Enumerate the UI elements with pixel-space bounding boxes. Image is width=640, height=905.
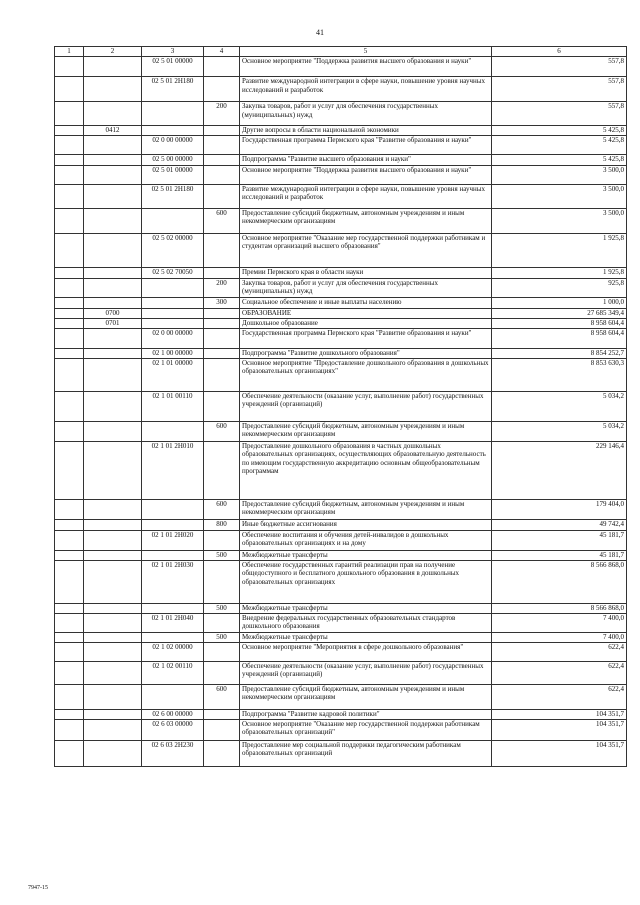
cell-c6: 8 958 604,4 (492, 318, 627, 328)
cell-c1 (55, 421, 84, 441)
cell-c4 (204, 233, 240, 267)
cell-c4: 200 (204, 102, 240, 126)
cell-c1 (55, 135, 84, 154)
cell-c4 (204, 348, 240, 358)
cell-c3: 02 6 00 00000 (142, 709, 204, 719)
cell-c3: 02 5 00 00000 (142, 154, 204, 165)
cell-c6: 557,8 (492, 102, 627, 126)
cell-c3: 02 0 00 00000 (142, 328, 204, 348)
cell-c1 (55, 328, 84, 348)
cell-c1 (55, 661, 84, 684)
table-row (55, 233, 627, 267)
cell-c2: 0412 (84, 126, 142, 136)
table-row (55, 441, 627, 499)
cell-c6: 1 925,8 (492, 267, 627, 278)
table-row (55, 519, 627, 530)
cell-c5: Основное мероприятие "Оказание мер государственной поддержки работникам и студентам организаций высшего образования" (240, 233, 492, 267)
cell-c2 (84, 348, 142, 358)
cell-c6: 8 566 868,0 (492, 603, 627, 613)
cell-c4: 500 (204, 603, 240, 613)
cell-c5: Государственная программа Пермского края "Развитие образования и науки" (240, 328, 492, 348)
column-header: 5 (240, 47, 492, 57)
cell-c2 (84, 560, 142, 603)
cell-c1 (55, 684, 84, 709)
cell-c4 (204, 391, 240, 421)
cell-c1 (55, 499, 84, 519)
cell-c1 (55, 318, 84, 328)
column-header: 4 (204, 47, 240, 57)
cell-c6: 7 400,0 (492, 632, 627, 642)
cell-c4 (204, 57, 240, 77)
cell-c3: 02 1 02 00110 (142, 661, 204, 684)
cell-c2 (84, 642, 142, 661)
cell-c1 (55, 184, 84, 208)
cell-c1 (55, 165, 84, 184)
cell-c5: Основное мероприятие "Поддержка развития высшего образования и науки" (240, 57, 492, 77)
cell-c5: Другие вопросы в области национальной экономики (240, 126, 492, 136)
cell-c4 (204, 318, 240, 328)
cell-c3 (142, 632, 204, 642)
cell-c5: Дошкольное образование (240, 318, 492, 328)
table-row (55, 358, 627, 391)
column-header: 6 (492, 47, 627, 57)
cell-c3: 02 1 02 00000 (142, 642, 204, 661)
cell-c3: 02 5 01 00000 (142, 165, 204, 184)
cell-c6: 5 425,8 (492, 154, 627, 165)
cell-c1 (55, 603, 84, 613)
cell-c5: Внедрение федеральных государственных образовательных стандартов дошкольного образования (240, 613, 492, 632)
cell-c3 (142, 684, 204, 709)
cell-c3: 02 1 01 2Н040 (142, 613, 204, 632)
cell-c5: Предоставление субсидий бюджетным, автономным учреждениям и иным некоммерческим организациям (240, 421, 492, 441)
table-row (55, 560, 627, 603)
cell-c6: 557,8 (492, 77, 627, 102)
cell-c2 (84, 550, 142, 560)
cell-c2: 0701 (84, 318, 142, 328)
cell-c1 (55, 642, 84, 661)
table-row (55, 684, 627, 709)
cell-c1 (55, 348, 84, 358)
cell-c6: 27 685 349,4 (492, 308, 627, 318)
cell-c4 (204, 642, 240, 661)
cell-c5: Премии Пермского края в области науки (240, 267, 492, 278)
cell-c3: 02 1 00 00000 (142, 348, 204, 358)
cell-c2 (84, 603, 142, 613)
cell-c2 (84, 208, 142, 233)
cell-c5: Обеспечение деятельности (оказание услуг, выполнение работ) государственных учреждений (организаций) (240, 661, 492, 684)
cell-c4 (204, 613, 240, 632)
cell-c3: 02 5 01 2Н180 (142, 184, 204, 208)
table-row (55, 499, 627, 519)
cell-c5: Закупка товаров, работ и услуг для обеспечения государственных (муниципальных) нужд (240, 102, 492, 126)
table-row (55, 740, 627, 766)
cell-c5: Межбюджетные трансферты (240, 550, 492, 560)
cell-c3 (142, 499, 204, 519)
table-row (55, 613, 627, 632)
table-row (55, 603, 627, 613)
cell-c6: 104 351,7 (492, 740, 627, 766)
table-row (55, 297, 627, 308)
cell-c4: 600 (204, 684, 240, 709)
cell-c4: 600 (204, 499, 240, 519)
cell-c3 (142, 550, 204, 560)
cell-c3 (142, 278, 204, 297)
cell-c1 (55, 719, 84, 740)
cell-c1 (55, 102, 84, 126)
cell-c2 (84, 441, 142, 499)
cell-c6: 622,4 (492, 642, 627, 661)
cell-c1 (55, 441, 84, 499)
table-row (55, 530, 627, 550)
table-row (55, 154, 627, 165)
table-row (55, 102, 627, 126)
cell-c3 (142, 208, 204, 233)
cell-c3: 02 0 00 00000 (142, 135, 204, 154)
cell-c2 (84, 740, 142, 766)
cell-c6: 622,4 (492, 684, 627, 709)
cell-c6: 3 500,0 (492, 165, 627, 184)
cell-c3: 02 5 02 00000 (142, 233, 204, 267)
table-row (55, 165, 627, 184)
cell-c5: Обеспечение воспитания и обучения детей-инвалидов в дошкольных образовательных организациях и на дому (240, 530, 492, 550)
cell-c5: Основное мероприятие "Мероприятия в сфере дошкольного образования" (240, 642, 492, 661)
table-row (55, 328, 627, 348)
cell-c6: 8 854 252,7 (492, 348, 627, 358)
cell-c1 (55, 77, 84, 102)
cell-c4: 500 (204, 550, 240, 560)
cell-c1 (55, 632, 84, 642)
cell-c5: Предоставление субсидий бюджетным, автономным учреждениям и иным некоммерческим организациям (240, 208, 492, 233)
cell-c6: 7 400,0 (492, 613, 627, 632)
table-row (55, 709, 627, 719)
table-row (55, 318, 627, 328)
cell-c6: 557,8 (492, 57, 627, 77)
cell-c1 (55, 57, 84, 77)
cell-c5: Развитие международной интеграции в сфере науки, повышение уровня научных исследований и разработок (240, 77, 492, 102)
cell-c3: 02 5 01 00000 (142, 57, 204, 77)
cell-c4 (204, 560, 240, 603)
cell-c4 (204, 709, 240, 719)
cell-c4 (204, 77, 240, 102)
cell-c2 (84, 57, 142, 77)
cell-c6: 622,4 (492, 661, 627, 684)
table-row (55, 57, 627, 77)
cell-c1 (55, 233, 84, 267)
cell-c1 (55, 740, 84, 766)
cell-c5: Подпрограмма "Развитие кадровой политики" (240, 709, 492, 719)
cell-c4 (204, 661, 240, 684)
cell-c4 (204, 165, 240, 184)
table-row (55, 184, 627, 208)
cell-c5: Межбюджетные трансферты (240, 603, 492, 613)
cell-c4 (204, 719, 240, 740)
cell-c6: 925,8 (492, 278, 627, 297)
cell-c6: 49 742,4 (492, 519, 627, 530)
cell-c5: Подпрограмма "Развитие дошкольного образования" (240, 348, 492, 358)
cell-c4 (204, 740, 240, 766)
cell-c3 (142, 318, 204, 328)
cell-c6: 104 351,7 (492, 719, 627, 740)
cell-c3: 02 1 01 2Н020 (142, 530, 204, 550)
cell-c5: Межбюджетные трансферты (240, 632, 492, 642)
cell-c6: 8 566 868,0 (492, 560, 627, 603)
cell-c4 (204, 328, 240, 348)
cell-c3: 02 6 03 2Н230 (142, 740, 204, 766)
cell-c6: 229 146,4 (492, 441, 627, 499)
table-row (55, 135, 627, 154)
cell-c6: 8 958 604,4 (492, 328, 627, 348)
cell-c4: 500 (204, 632, 240, 642)
cell-c4: 800 (204, 519, 240, 530)
cell-c3: 02 6 03 00000 (142, 719, 204, 740)
cell-c5: Закупка товаров, работ и услуг для обеспечения государственных (муниципальных) нужд (240, 278, 492, 297)
cell-c4 (204, 126, 240, 136)
cell-c6: 179 404,0 (492, 499, 627, 519)
cell-c4: 600 (204, 421, 240, 441)
cell-c5: Иные бюджетные ассигнования (240, 519, 492, 530)
cell-c1 (55, 267, 84, 278)
cell-c5: Предоставление субсидий бюджетным, автономным учреждениям и иным некоммерческим организациям (240, 684, 492, 709)
cell-c5: Подпрограмма "Развитие высшего образования и науки" (240, 154, 492, 165)
cell-c2 (84, 102, 142, 126)
cell-c2 (84, 499, 142, 519)
cell-c3: 02 1 01 2Н010 (142, 441, 204, 499)
cell-c5: Предоставление дошкольного образования в частных дошкольных образовательных организациях, осуществляющих образовательную деятельность по имеющим государственную аккредитацию основным общеобразовательным программам (240, 441, 492, 499)
cell-c2 (84, 267, 142, 278)
cell-c4 (204, 267, 240, 278)
cell-c3 (142, 126, 204, 136)
cell-c1 (55, 530, 84, 550)
cell-c2 (84, 719, 142, 740)
column-header: 1 (55, 47, 84, 57)
cell-c1 (55, 154, 84, 165)
table-row (55, 550, 627, 560)
cell-c6: 5 425,8 (492, 126, 627, 136)
cell-c3 (142, 297, 204, 308)
cell-c4 (204, 184, 240, 208)
cell-c1 (55, 550, 84, 560)
cell-c6: 5 425,8 (492, 135, 627, 154)
cell-c3 (142, 421, 204, 441)
cell-c5: Обеспечение государственных гарантий реализации прав на получение общедоступного и бесплатного дошкольного образования в дошкольных образовательных организациях (240, 560, 492, 603)
table-row (55, 661, 627, 684)
cell-c2 (84, 77, 142, 102)
table-row (55, 77, 627, 102)
cell-c4 (204, 358, 240, 391)
table-header-row (55, 47, 627, 57)
cell-c1 (55, 391, 84, 421)
cell-c4: 300 (204, 297, 240, 308)
budget-table (54, 46, 627, 767)
table-row (55, 632, 627, 642)
cell-c1 (55, 709, 84, 719)
cell-c6: 1 925,8 (492, 233, 627, 267)
cell-c2 (84, 135, 142, 154)
cell-c2 (84, 709, 142, 719)
cell-c3 (142, 308, 204, 318)
cell-c2 (84, 391, 142, 421)
column-header: 3 (142, 47, 204, 57)
cell-c6: 5 034,2 (492, 391, 627, 421)
cell-c5: Основное мероприятие "Оказание мер государственной поддержки работникам образовательных организаций" (240, 719, 492, 740)
cell-c5: Развитие международной интеграции в сфере науки, повышение уровня научных исследований и разработок (240, 184, 492, 208)
cell-c4: 200 (204, 278, 240, 297)
cell-c2 (84, 358, 142, 391)
cell-c3: 02 1 01 2Н030 (142, 560, 204, 603)
cell-c2 (84, 297, 142, 308)
cell-c3 (142, 102, 204, 126)
cell-c2 (84, 165, 142, 184)
column-header: 2 (84, 47, 142, 57)
cell-c5: Предоставление мер социальной поддержки педагогическим работникам образовательных организаций (240, 740, 492, 766)
table-row (55, 278, 627, 297)
cell-c1 (55, 278, 84, 297)
table-row (55, 391, 627, 421)
cell-c6: 104 351,7 (492, 709, 627, 719)
cell-c1 (55, 208, 84, 233)
cell-c2 (84, 684, 142, 709)
footer-code: 7947-15 (28, 885, 48, 891)
cell-c3 (142, 603, 204, 613)
cell-c6: 1 000,0 (492, 297, 627, 308)
cell-c2: 0700 (84, 308, 142, 318)
table-row (55, 208, 627, 233)
table-row (55, 421, 627, 441)
cell-c2 (84, 421, 142, 441)
cell-c1 (55, 560, 84, 603)
cell-c2 (84, 530, 142, 550)
cell-c2 (84, 519, 142, 530)
cell-c2 (84, 613, 142, 632)
cell-c5: Социальное обеспечение и иные выплаты населению (240, 297, 492, 308)
cell-c6: 8 853 630,3 (492, 358, 627, 391)
cell-c5: Основное мероприятие "Предоставление дошкольного образования в дошкольных образовательных организациях" (240, 358, 492, 391)
table-row (55, 267, 627, 278)
table-row (55, 642, 627, 661)
cell-c5: Обеспечение деятельности (оказание услуг, выполнение работ) государственных учреждений (организаций) (240, 391, 492, 421)
cell-c6: 45 181,7 (492, 550, 627, 560)
cell-c3: 02 5 02 70050 (142, 267, 204, 278)
cell-c2 (84, 632, 142, 642)
cell-c1 (55, 297, 84, 308)
cell-c1 (55, 126, 84, 136)
cell-c2 (84, 154, 142, 165)
page-number: 41 (316, 28, 324, 37)
cell-c6: 5 034,2 (492, 421, 627, 441)
table-row (55, 348, 627, 358)
cell-c5: Государственная программа Пермского края "Развитие образования и науки" (240, 135, 492, 154)
cell-c5: ОБРАЗОВАНИЕ (240, 308, 492, 318)
cell-c4 (204, 135, 240, 154)
table-row (55, 719, 627, 740)
cell-c6: 45 181,7 (492, 530, 627, 550)
cell-c3 (142, 519, 204, 530)
cell-c5: Основное мероприятие "Поддержка развития высшего образования и науки" (240, 165, 492, 184)
cell-c2 (84, 184, 142, 208)
cell-c1 (55, 519, 84, 530)
cell-c2 (84, 328, 142, 348)
cell-c4 (204, 530, 240, 550)
cell-c4 (204, 441, 240, 499)
cell-c6: 3 500,0 (492, 208, 627, 233)
table-row (55, 308, 627, 318)
cell-c4 (204, 308, 240, 318)
cell-c2 (84, 661, 142, 684)
cell-c4: 600 (204, 208, 240, 233)
cell-c2 (84, 278, 142, 297)
cell-c2 (84, 233, 142, 267)
cell-c1 (55, 358, 84, 391)
cell-c6: 3 500,0 (492, 184, 627, 208)
cell-c3: 02 5 01 2Н180 (142, 77, 204, 102)
cell-c5: Предоставление субсидий бюджетным, автономным учреждениям и иным некоммерческим организациям (240, 499, 492, 519)
cell-c4 (204, 154, 240, 165)
cell-c3: 02 1 01 00110 (142, 391, 204, 421)
table-row (55, 126, 627, 136)
cell-c3: 02 1 01 00000 (142, 358, 204, 391)
cell-c1 (55, 613, 84, 632)
cell-c1 (55, 308, 84, 318)
